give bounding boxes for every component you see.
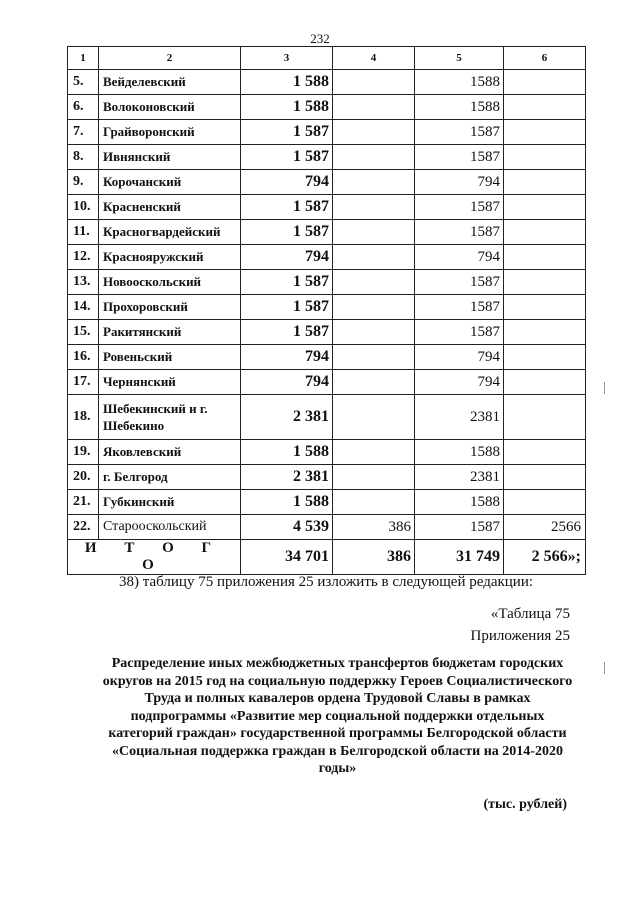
- row-number: 17.: [68, 370, 99, 395]
- scan-mark: [604, 382, 605, 394]
- amount-col4: [333, 490, 415, 515]
- amount-col5: 1587: [415, 195, 504, 220]
- total-label: И Т О Г О: [68, 540, 241, 575]
- table-reference: [471, 603, 571, 647]
- amount-col4: [333, 70, 415, 95]
- table-row: [68, 120, 586, 145]
- amount-col4: [333, 270, 415, 295]
- district-name: Грайворонский: [99, 120, 241, 145]
- district-name: Прохоровский: [99, 295, 241, 320]
- amount-col6: [504, 320, 586, 345]
- amount-col6: [504, 490, 586, 515]
- row-number: 21.: [68, 490, 99, 515]
- total-amount: 794: [241, 170, 333, 195]
- row-number: 12.: [68, 245, 99, 270]
- row-number: 20.: [68, 465, 99, 490]
- total-amount: 1 587: [241, 320, 333, 345]
- row-number: 13.: [68, 270, 99, 295]
- district-name: Корочанский: [99, 170, 241, 195]
- amount-col6: [504, 95, 586, 120]
- table-row: [68, 270, 586, 295]
- table-row: [68, 145, 586, 170]
- amount-col6: [504, 170, 586, 195]
- total-amount: 2 381: [241, 395, 333, 440]
- table-row: [68, 170, 586, 195]
- table-row: [68, 295, 586, 320]
- table-row: [68, 95, 586, 120]
- total-amount: 1 588: [241, 440, 333, 465]
- amount-col4: [333, 170, 415, 195]
- row-number: 8.: [68, 145, 99, 170]
- total-amount: 1 587: [241, 120, 333, 145]
- page-number: 232: [310, 31, 330, 46]
- total-amount: 1 587: [241, 295, 333, 320]
- amount-col5: 1587: [415, 515, 504, 540]
- amount-col6: [504, 295, 586, 320]
- amount-col5: 1588: [415, 440, 504, 465]
- table-row: [68, 70, 586, 95]
- amount-col4: [333, 220, 415, 245]
- amount-col5: 1587: [415, 220, 504, 245]
- amount-col5: 1587: [415, 295, 504, 320]
- amount-col5: 794: [415, 245, 504, 270]
- district-name: Красненский: [99, 195, 241, 220]
- district-name: Красногвардейский: [99, 220, 241, 245]
- total-sum-col3: 34 701: [241, 540, 333, 575]
- amount-col6: [504, 395, 586, 440]
- amount-col6: [504, 370, 586, 395]
- total-amount: 1 588: [241, 490, 333, 515]
- row-number: 10.: [68, 195, 99, 220]
- amount-col5: 794: [415, 370, 504, 395]
- row-number: 5.: [68, 70, 99, 95]
- amount-col5: 2381: [415, 465, 504, 490]
- amount-col5: 1588: [415, 490, 504, 515]
- amount-col4: [333, 295, 415, 320]
- row-number: 7.: [68, 120, 99, 145]
- amount-col4: [333, 465, 415, 490]
- row-number: 18.: [68, 395, 99, 440]
- district-name: Ракитянский: [99, 320, 241, 345]
- district-name: Волоконовский: [99, 95, 241, 120]
- column-header: 3: [241, 47, 333, 70]
- district-name: Чернянский: [99, 370, 241, 395]
- district-name: Шебекинский и г. Шебекино: [99, 395, 241, 440]
- amount-col5: 1587: [415, 145, 504, 170]
- amount-col4: [333, 245, 415, 270]
- amount-col4: [333, 345, 415, 370]
- amount-col4: [333, 395, 415, 440]
- amount-col5: 1587: [415, 270, 504, 295]
- amount-col4: [333, 195, 415, 220]
- total-amount: 1 587: [241, 270, 333, 295]
- table-row: [68, 245, 586, 270]
- total-amount: 1 587: [241, 220, 333, 245]
- amount-col4: [333, 440, 415, 465]
- total-amount: 794: [241, 370, 333, 395]
- row-number: 6.: [68, 95, 99, 120]
- amount-col5: 1587: [415, 320, 504, 345]
- amount-col5: 1587: [415, 120, 504, 145]
- amount-col6: [504, 195, 586, 220]
- row-number: 11.: [68, 220, 99, 245]
- amount-col6: [504, 70, 586, 95]
- amount-col6: [504, 465, 586, 490]
- section-title: Распределение иных межбюджетных трансфертов бюджетам городских округов на 2015 год на социальную поддержку Героев Социалистического Труда и полных кавалеров ордена Трудовой Славы в рамках подпрограммы «Развитие мер социальной поддержки отдельных категорий граждан» государственной программы Белгородской области «Социальная поддержка граждан в Белгородской области на 2014-2020 годы»: [102, 656, 573, 776]
- total-amount: 1 588: [241, 70, 333, 95]
- amount-col5: 1588: [415, 95, 504, 120]
- amount-col6: [504, 245, 586, 270]
- table-row: [68, 440, 586, 465]
- amount-col4: [333, 370, 415, 395]
- column-header: 1: [68, 47, 99, 70]
- row-number: 22.: [68, 515, 99, 540]
- total-amount: 4 539: [241, 515, 333, 540]
- district-name: Краснояружский: [99, 245, 241, 270]
- amount-col4: [333, 320, 415, 345]
- amount-col6: [504, 120, 586, 145]
- table-row: [68, 345, 586, 370]
- column-header: 2: [99, 47, 241, 70]
- district-name: Губкинский: [99, 490, 241, 515]
- row-number: 16.: [68, 345, 99, 370]
- table-row: [68, 320, 586, 345]
- amount-col6: [504, 145, 586, 170]
- amount-col6: [504, 270, 586, 295]
- amount-col5: 2381: [415, 395, 504, 440]
- amount-col5: 794: [415, 345, 504, 370]
- table-body: [68, 47, 586, 575]
- table-row: [68, 370, 586, 395]
- transfers-table: [67, 46, 586, 575]
- district-name: Ровеньский: [99, 345, 241, 370]
- row-number: 14.: [68, 295, 99, 320]
- column-header: 4: [333, 47, 415, 70]
- district-name: г. Белгород: [99, 465, 241, 490]
- table-row: [68, 465, 586, 490]
- amount-col4: [333, 120, 415, 145]
- appendix-reference-line: Приложения 25: [470, 628, 570, 644]
- column-header: 6: [504, 47, 586, 70]
- scan-mark: [604, 662, 605, 674]
- amount-col6: [504, 345, 586, 370]
- intro-paragraph: 38) таблицу 75 приложения 25 изложить в следующей редакции:: [119, 574, 534, 590]
- table-row: [68, 490, 586, 515]
- units-label: (тыс. рублей): [483, 797, 567, 812]
- row-number: 9.: [68, 170, 99, 195]
- total-sum-col4: 386: [333, 540, 415, 575]
- amount-col6: [504, 220, 586, 245]
- district-name: Новооскольский: [99, 270, 241, 295]
- row-number: 19.: [68, 440, 99, 465]
- total-amount: 1 588: [241, 95, 333, 120]
- total-sum-col5: 31 749: [415, 540, 504, 575]
- amount-col6: 2566: [504, 515, 586, 540]
- table-row: [68, 195, 586, 220]
- total-sum-col6: 2 566»;: [504, 540, 586, 575]
- total-amount: 794: [241, 345, 333, 370]
- amount-col5: 1588: [415, 70, 504, 95]
- district-name: Старооскольский: [99, 515, 241, 540]
- district-name: Ивнянский: [99, 145, 241, 170]
- amount-col6: [504, 440, 586, 465]
- district-name: Яковлевский: [99, 440, 241, 465]
- total-amount: 1 587: [241, 145, 333, 170]
- amount-col4: 386: [333, 515, 415, 540]
- total-amount: 1 587: [241, 195, 333, 220]
- table-row: [68, 220, 586, 245]
- amount-col4: [333, 145, 415, 170]
- amount-col4: [333, 95, 415, 120]
- table-row: [68, 395, 586, 440]
- total-row: [68, 540, 586, 575]
- table-header-row: [68, 47, 586, 70]
- row-number: 15.: [68, 320, 99, 345]
- table-reference-line: «Таблица 75: [490, 606, 570, 622]
- amount-col5: 794: [415, 170, 504, 195]
- table-row: [68, 515, 586, 540]
- district-name: Вейделевский: [99, 70, 241, 95]
- column-header: 5: [415, 47, 504, 70]
- total-amount: 794: [241, 245, 333, 270]
- total-amount: 2 381: [241, 465, 333, 490]
